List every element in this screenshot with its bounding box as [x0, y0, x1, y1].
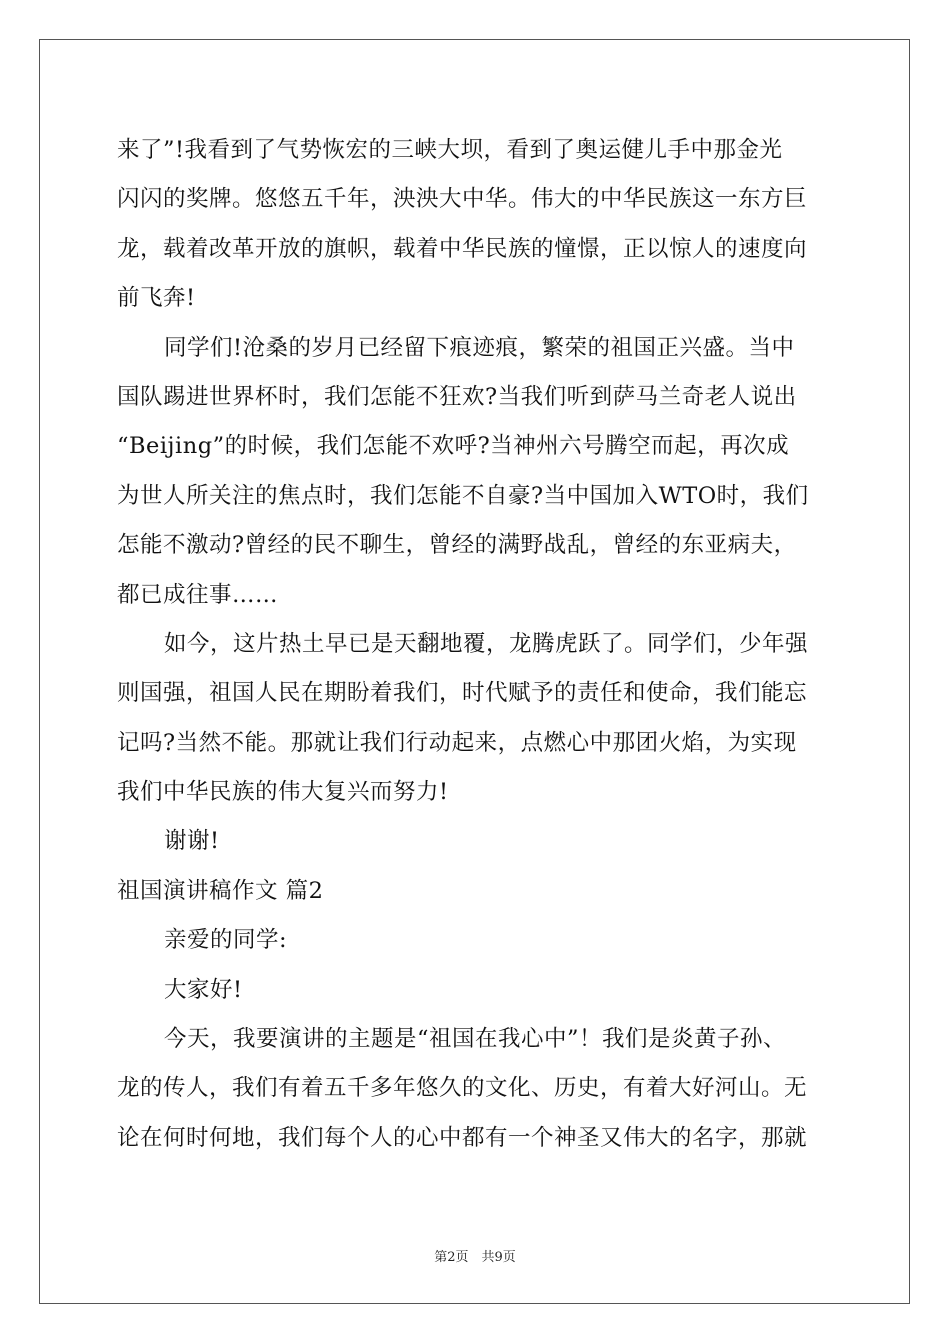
text-line: 祖国演讲稿作文 篇2 — [117, 877, 324, 904]
text-line: 如今，这片热土早已是天翻地覆，龙腾虎跃了。同学们，少年强 — [164, 630, 809, 657]
text-line: 同学们!沧桑的岁月已经留下痕迹痕，繁荣的祖国正兴盛。当中 — [164, 334, 795, 361]
text-line: 亲爱的同学: — [164, 927, 288, 954]
text-line: 闪闪的奖牌。悠悠五千年，泱泱大中华。伟大的中华民族这一东方巨 — [117, 186, 808, 213]
text-line: 国队踢进世界杯时，我们怎能不狂欢?当我们听到萨马兰奇老人说出 — [117, 383, 797, 410]
text-line: 记吗?当然不能。那就让我们行动起来，点燃心中那团火焰，为实现 — [117, 729, 797, 756]
text-line: 我们中华民族的伟大复兴而努力! — [117, 779, 449, 806]
text-line: 前飞奔! — [117, 285, 196, 312]
text-line: 怎能不激动?曾经的民不聊生，曾经的满野战乱，曾经的东亚病夫， — [117, 532, 797, 559]
document-body — [117, 126, 837, 1163]
text-line: 论在何时何地，我们每个人的心中都有一个神圣又伟大的名字，那就 — [117, 1124, 808, 1151]
text-line: 龙，载着改革开放的旗帜，载着中华民族的憧憬，正以惊人的速度向 — [117, 235, 808, 262]
text-line: 谢谢! — [164, 828, 220, 855]
text-line: 则国强，祖国人民在期盼着我们，时代赋予的责任和使命，我们能忘 — [117, 680, 808, 707]
text-line: 来了”!我看到了气势恢宏的三峡大坝，看到了奥运健儿手中那金光 — [117, 137, 783, 163]
text-line: 为世人所关注的焦点时，我们怎能不自豪?当中国加入WTO时，我们 — [117, 482, 809, 509]
text-line: 大家好! — [164, 976, 243, 1003]
text-line: 今天，我要演讲的主题是“祖国在我心中”！我们是炎黄子孙、 — [164, 1026, 787, 1053]
page-number-footer: 第2页 共9页 — [434, 1250, 516, 1265]
text-line: 都已成往事…… — [117, 581, 279, 608]
text-line: “Beijing”的时候，我们怎能不欢呼?当神州六号腾空而起，再次成 — [117, 433, 790, 460]
text-line: 龙的传人，我们有着五千多年悠久的文化、历史，有着大好河山。无 — [117, 1075, 808, 1102]
